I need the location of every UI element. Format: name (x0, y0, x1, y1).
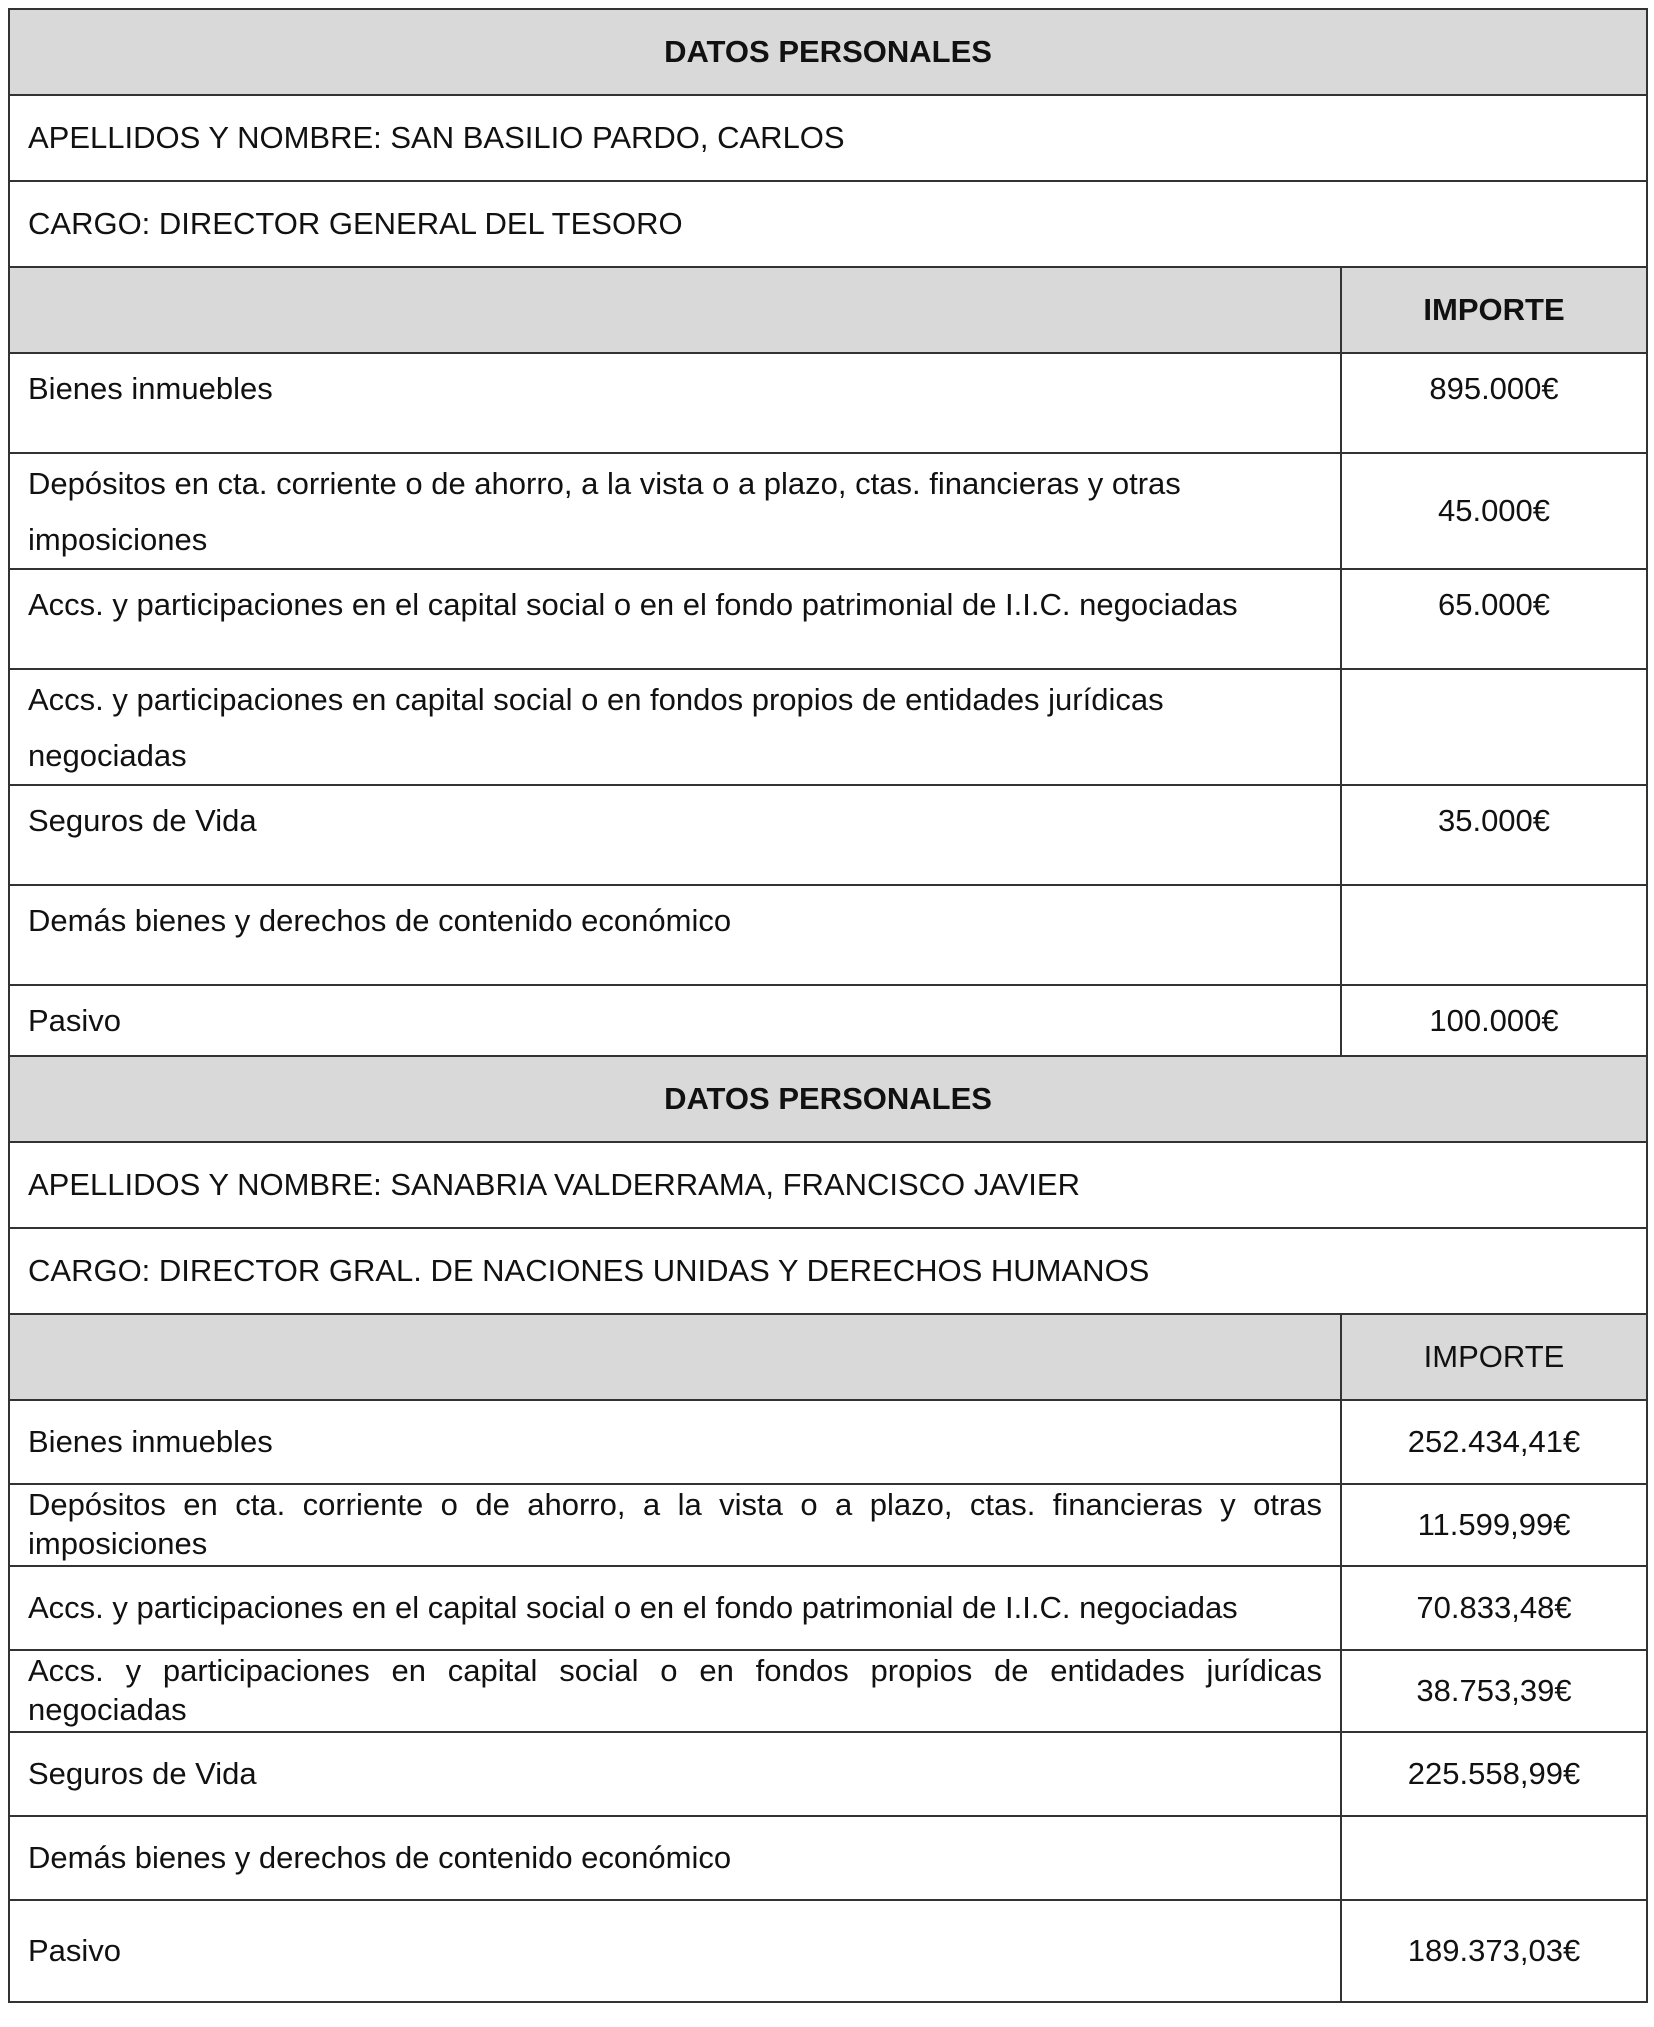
row-label: Depósitos en cta. corriente o de ahorro, a la vista o a plazo, ctas. financieras y otras imposiciones (9, 1484, 1341, 1566)
row-value: 65.000€ (1341, 569, 1647, 669)
table-row (9, 669, 1647, 785)
row-value: 45.000€ (1341, 453, 1647, 569)
table-row (9, 885, 1647, 985)
row-label: Pasivo (9, 1900, 1341, 2002)
row-value: 35.000€ (1341, 785, 1647, 885)
row-label: Demás bienes y derechos de contenido económico (9, 1816, 1341, 1900)
name-line: APELLIDOS Y NOMBRE: SAN BASILIO PARDO, CARLOS (9, 95, 1647, 181)
table-row (9, 353, 1647, 453)
table-row (9, 569, 1647, 669)
table-row (9, 1566, 1647, 1650)
cargo-row (9, 1228, 1647, 1314)
table-row (9, 453, 1647, 569)
section-header-row (9, 9, 1647, 95)
row-label: Accs. y participaciones en el capital social o en el fondo patrimonial de I.I.C. negociadas (9, 569, 1341, 669)
row-value: 252.434,41€ (1341, 1400, 1647, 1484)
row-value: 70.833,48€ (1341, 1566, 1647, 1650)
table-row (9, 1732, 1647, 1816)
row-label: Bienes inmuebles (9, 353, 1341, 453)
row-label: Demás bienes y derechos de contenido económico (9, 885, 1341, 985)
row-value: 38.753,39€ (1341, 1650, 1647, 1732)
cargo-line: CARGO: DIRECTOR GRAL. DE NACIONES UNIDAS Y DERECHOS HUMANOS (9, 1228, 1647, 1314)
section-header-row (9, 1056, 1647, 1142)
importe-header: IMPORTE (1341, 267, 1647, 353)
table-row (9, 1400, 1647, 1484)
row-label: Pasivo (9, 985, 1341, 1085)
table-row (9, 785, 1647, 885)
declaration-table-2 (8, 1055, 1648, 2003)
declaration-table-1 (8, 8, 1648, 1086)
row-label: Seguros de Vida (9, 785, 1341, 885)
importe-header-row (9, 1314, 1647, 1400)
empty-header-cell (9, 1314, 1341, 1400)
importe-header: IMPORTE (1341, 1314, 1647, 1400)
row-label: Depósitos en cta. corriente o de ahorro, a la vista o a plazo, ctas. financieras y otras imposiciones (9, 453, 1341, 569)
row-label: Accs. y participaciones en el capital social o en el fondo patrimonial de I.I.C. negociadas (9, 1566, 1341, 1650)
row-value: 225.558,99€ (1341, 1732, 1647, 1816)
cargo-line: CARGO: DIRECTOR GENERAL DEL TESORO (9, 181, 1647, 267)
name-row (9, 95, 1647, 181)
importe-header-row (9, 267, 1647, 353)
row-value: 100.000€ (1341, 985, 1647, 1085)
empty-header-cell (9, 267, 1341, 353)
row-label: Accs. y participaciones en capital social o en fondos propios de entidades jurídicas negociadas (9, 1650, 1341, 1732)
row-value: 895.000€ (1341, 353, 1647, 453)
row-label: Bienes inmuebles (9, 1400, 1341, 1484)
row-value: 189.373,03€ (1341, 1900, 1647, 2002)
table-row (9, 1650, 1647, 1732)
row-value (1341, 885, 1647, 985)
name-line: APELLIDOS Y NOMBRE: SANABRIA VALDERRAMA, FRANCISCO JAVIER (9, 1142, 1647, 1228)
row-value (1341, 1816, 1647, 1900)
section-header: DATOS PERSONALES (9, 9, 1647, 95)
row-label: Accs. y participaciones en capital social o en fondos propios de entidades jurídicas negociadas (9, 669, 1341, 785)
cargo-row (9, 181, 1647, 267)
row-label: Seguros de Vida (9, 1732, 1341, 1816)
table-row (9, 1900, 1647, 2002)
table-row (9, 1484, 1647, 1566)
table-row (9, 1816, 1647, 1900)
row-value (1341, 669, 1647, 785)
section-header: DATOS PERSONALES (9, 1056, 1647, 1142)
row-value: 11.599,99€ (1341, 1484, 1647, 1566)
name-row (9, 1142, 1647, 1228)
